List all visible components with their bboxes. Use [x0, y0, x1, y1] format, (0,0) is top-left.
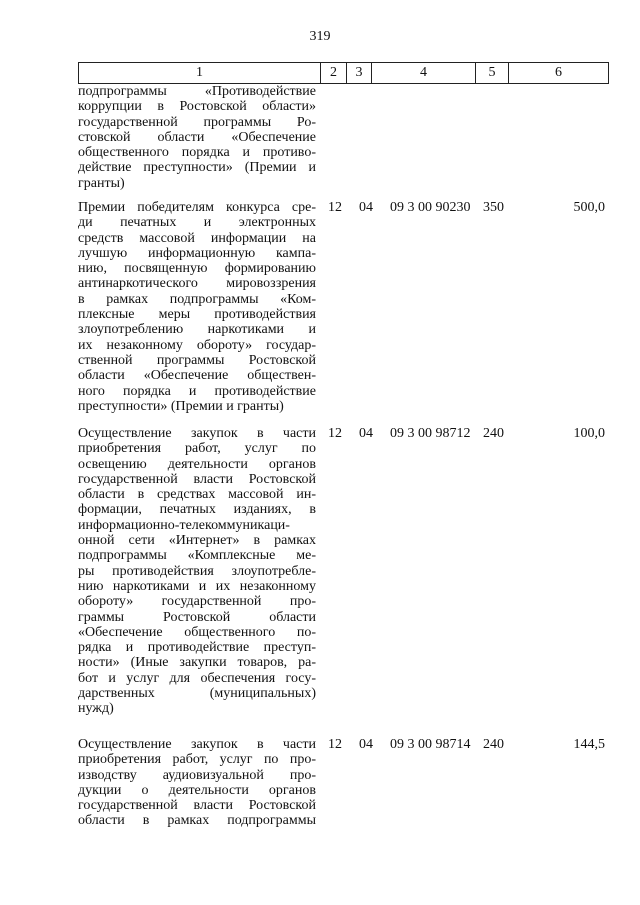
description-line: подпрограммы «Противодействие [78, 84, 316, 99]
subsection-code: 04 [359, 200, 373, 215]
description-line: ного порядка и противодействие [78, 383, 316, 399]
row-description [78, 737, 316, 829]
target-article-code: 09 3 00 90230 [390, 200, 471, 215]
row-description [78, 426, 316, 717]
description-line: действие преступности» (Премии и [78, 160, 316, 176]
description-line: области в средствах массовой ин- [78, 487, 316, 503]
description-line: формации, печатных изданиях, в [78, 502, 316, 518]
description-line: злоупотреблению наркотиками и [78, 322, 316, 338]
description-line: средств массовой информации на [78, 230, 316, 246]
description-line: приобретения работ, услуг по про- [78, 752, 316, 768]
row-description [78, 200, 316, 414]
column-header-3: 3 [347, 63, 372, 84]
description-line: Премии победителям конкурса сре- [78, 200, 316, 215]
description-line: государственной программы Ро- [78, 114, 316, 130]
description-line: нужд) [78, 701, 114, 717]
section-code: 12 [328, 737, 342, 752]
description-line: приобретения работ, услуг по [78, 441, 316, 457]
target-article-code: 09 3 00 98714 [390, 737, 471, 752]
column-header-5: 5 [476, 63, 509, 84]
description-line: общественного порядка и противо- [78, 145, 316, 161]
description-line: Осуществление закупок в части [78, 426, 316, 441]
section-code: 12 [328, 426, 342, 441]
description-line: «Обеспечение общественного по- [78, 624, 316, 640]
column-header-table [78, 62, 609, 84]
expense-type-code: 240 [483, 737, 504, 752]
description-line: плексные меры противодействия [78, 307, 316, 323]
description-line: рядка и противодействие преступ- [78, 640, 316, 656]
description-line: бот и услуг для обеспечения госу- [78, 670, 316, 686]
description-line: обороту» государственной про- [78, 594, 316, 610]
subsection-code: 04 [359, 737, 373, 752]
description-line: антинаркотического мировоззрения [78, 276, 316, 292]
description-line: ры противодействия злоупотребле- [78, 563, 316, 579]
description-line: дарственных (муниципальных) [78, 686, 316, 702]
description-line: в рамках подпрограммы «Ком- [78, 291, 316, 307]
description-line: ности» (Иные закупки товаров, ра- [78, 655, 316, 671]
column-header-6: 6 [509, 63, 609, 84]
description-line: нию, посвященную формированию [78, 261, 316, 277]
description-line: подпрограммы «Комплексные ме- [78, 548, 316, 564]
expense-type-code: 350 [483, 200, 504, 215]
section-code: 12 [328, 200, 342, 215]
description-line: государственной власти Ростовской [78, 471, 316, 487]
description-line: граммы Ростовской области [78, 609, 316, 625]
description-line: ди печатных и электронных [78, 215, 316, 231]
column-header-2: 2 [321, 63, 347, 84]
description-line: информационно-телекоммуникаци- [78, 517, 290, 533]
expense-type-code: 240 [483, 426, 504, 441]
page-number: 319 [309, 29, 331, 44]
amount-value: 144,5 [573, 737, 605, 752]
column-header-row [79, 63, 609, 84]
description-line: области в рамках подпрограммы [78, 813, 316, 829]
description-line: преступности» (Премии и гранты) [78, 398, 284, 414]
target-article-code: 09 3 00 98712 [390, 426, 471, 441]
row-description [78, 84, 316, 191]
description-line: дукции о деятельности органов [78, 782, 316, 798]
description-line: онной сети «Интернет» в рамках [78, 533, 316, 549]
description-line: коррупции в Ростовской области» [78, 99, 316, 115]
description-line: ственной программы Ростовской [78, 352, 316, 368]
column-header-4: 4 [372, 63, 476, 84]
description-line: их незаконному обороту» государ- [78, 337, 316, 353]
description-line: изводству аудиовизуальной про- [78, 767, 316, 783]
description-line: стовской области «Обеспечение [78, 129, 316, 145]
column-header-1: 1 [79, 63, 321, 84]
description-line: области «Обеспечение обществен- [78, 368, 316, 384]
subsection-code: 04 [359, 426, 373, 441]
amount-value: 500,0 [573, 200, 605, 215]
description-line: нию наркотиками и их незаконному [78, 578, 316, 594]
amount-value: 100,0 [573, 426, 605, 441]
description-line: освещению деятельности органов [78, 456, 316, 472]
description-line: гранты) [78, 175, 125, 191]
description-line: Осуществление закупок в части [78, 737, 316, 752]
description-line: лучшую информационную кампа- [78, 245, 316, 261]
description-line: государственной власти Ростовской [78, 798, 316, 814]
